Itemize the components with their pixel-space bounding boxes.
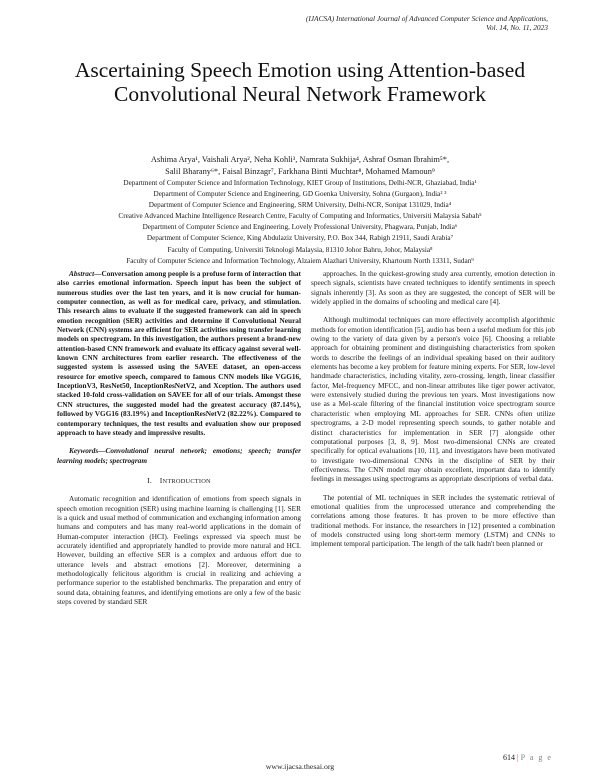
section-title-initial: I [159, 475, 163, 485]
body-paragraph: Automatic recognition and identification of emotions from speech signals in speech emotion recognition (SER) using machine learning is challenging [1]. SER is a quick and usual method of communication and exchanging information among humans and computers and has many real-world applications in the domain of Human-computer interaction (HCI). Feelings expressed via speech must be accurately identified and appropriately handled to provide more natural and HCI. However, building an effective SER is a complex and arduous effort due to utterance levels and abstract emotions [2]. Moreover, determining a methodologically felicitous algorithm is crucial in realizing and achieving a performance superior to the established benchmarks. The preparation and entry of sound data, obtaining features, and identifying emotions are only a few of the basic steps covered by standard SER [57, 494, 301, 606]
title-line-1: Ascertaining Speech Emotion using Attention-based [74, 58, 526, 82]
journal-volume: Vol. 14, No. 11, 2023 [486, 23, 548, 33]
affiliation: Department of Computer Science, King Abdulaziz University, P.O. Box 344, Rabigh 21911, Saudi Arabia⁷ [146, 234, 454, 243]
keywords: Keywords—Convolutional neural network; emotions; speech; transfer learning models; spectrogram [57, 446, 301, 465]
page-number-value: 614 [503, 753, 515, 762]
paper-title [40, 58, 560, 106]
affiliation: Department of Computer Science and Engineering, GD Goenka University, Sohna (Gurgaon), India² ³ [153, 190, 447, 199]
author-list [30, 154, 570, 178]
authors-line-2: Salil Bharany⁶*, Faisal Binzagr⁷, Farkhana Binti Muchtar⁸, Mohamed Mamoun⁹ [165, 167, 435, 177]
abstract-text: —Conversation among people is a profuse form of interaction that also carries emotional information. Speech input has been the subject of numerous studies over the last ten years, and it is now crucial for human-computer connection, as well as for medical care, privacy, and stimulation. This research aims to evaluate if the suggested framework can aid in speech emotion recognition (SER) activities and determine if Convolutional Neural Network (CNN) systems are efficient for SER activities using transfer learning models on spectrogram. In this investigation, the authors present a brand-new attention-based CNN framework and evaluate its efficacy against several well-known CNN architectures from earlier research. The effectiveness of the suggested system is assessed using the SAVEE dataset, an open-access resource for emotive speech, compared to famous CNN models like VGG16, InceptionV3, ResNet50, InceptionResNetV2, and Xception. The authors used stacked 10-fold cross-validation on SAVEE for all of our trials. Amongst these CNN structures, the suggested model had the greatest accuracy (87.14%), followed by VGG16 (83.19%) and InceptionResNetV2 (82.22%). Compared to contemporary techniques, the test results and evaluation show our proposed approach to have steady and impressive results. [57, 269, 301, 437]
section-heading [57, 476, 301, 486]
body-paragraph: approaches. In the quickest-growing study area currently, emotion detection in speech signals, scientists have created techniques to identify sentiments in speech signals inherently [3]. As soon as they are suggested, the concept of SER will be widely applied in the domains of schooling and medical care [4]. [311, 269, 555, 307]
affiliation: Department of Computer Science and Engineering, Lovely Professional University, Phagwara, Punjab, India⁶ [142, 223, 458, 232]
authors-line-1: Ashima Arya¹, Vaishali Arya², Neha Kohli³, Namrata Sukhija⁴, Ashraf Osman Ibrahim⁵*, [150, 155, 450, 164]
journal-name: (IJACSA) International Journal of Advanced Computer Science and Applications, [305, 14, 548, 23]
right-column [311, 269, 555, 549]
journal-header [218, 14, 548, 33]
page-word: P a g e [520, 753, 553, 762]
affiliation: Faculty of Computer Science and Information Technology, Alzaiem Alazhari University, Khartoum North 13311, Sudan⁹ [126, 256, 474, 265]
abstract-label: Abstract [69, 269, 95, 278]
left-column [57, 269, 301, 606]
affiliation-list [14, 178, 586, 267]
affiliation: Department of Computer Science and Information Technology, KIET Group of Institutions, Delhi-NCR, Ghaziabad, India¹ [123, 179, 477, 187]
page-number [503, 753, 553, 762]
affiliation: Faculty of Computing, Universiti Teknologi Malaysia, 81310 Johor Bahru, Johor, Malaysia⁸ [167, 245, 433, 254]
affiliation: Department of Computer Science and Engineering, SRM University, Delhi-NCR, Sonipat 131029, India⁴ [148, 201, 452, 210]
body-paragraph: The potential of ML techniques in SER includes the systematic retrieval of emotional qualities from the unprocessed utterance and comprehending the correlations among those features. It has proven to be more effective than traditional methods. For instance, the researchers in [12] presented a combination of models constructed using long short-term memory (LSTM) and CNNs to implement temporal participation. The length of the talk hadn't been planned or [311, 492, 555, 549]
page-separator: | [517, 753, 519, 762]
journal-url: www.ijacsa.thesai.org [265, 762, 335, 771]
body-paragraph: Although multimodal techniques can more effectively accomplish algorithmic methods for emotion identification [5], audio has been a useful medium for this job owing to the variety of data given by a person's voice [6]. Choosing a reliable approach for obtaining prominent and distinguishing characteristics from spoken words to describe the feelings of an individual speaking based on their auditory elements has become a key problem for feature mining experts. For SER, low-level handmade characteristics, including vitality, zero-crossing, length, linear classifier factor, Mel-frequency MFCC, and non-linear attributes like tiger power activator, were extensively studied during the previous ten years. Most investigations now use as a Mel-scale filtering of the financial institution voice spectrogram source characteristic when employing ML approaches for SER. CNNs often utilize spectrograms, a 2-D model representing speech sounds, to gather notable and distinct characteristics for implementation in SER [7] alongside other computational purposes [3, 8, 9]. Most two-dimensional CNNs are created specifically for optical evaluations [10, 11], and investigators have been motivated to investigate two-dimensional CNNs in the discipline of SER by their effectiveness. The CNN model may obtain excellent, important data to identify feelings in messages using spectrograms as appropriate descriptions of verbal data. [311, 315, 555, 484]
title-line-2: Convolutional Neural Network Framework [114, 82, 486, 106]
section-number: I. [147, 475, 152, 485]
abstract [57, 269, 301, 437]
affiliation: Creative Advanced Machine Intelligence Research Centre, Faculty of Computing and Informatics, Universiti Malaysia Sabah⁵ [118, 212, 482, 221]
section-title-rest: NTRODUCTION [162, 477, 211, 485]
